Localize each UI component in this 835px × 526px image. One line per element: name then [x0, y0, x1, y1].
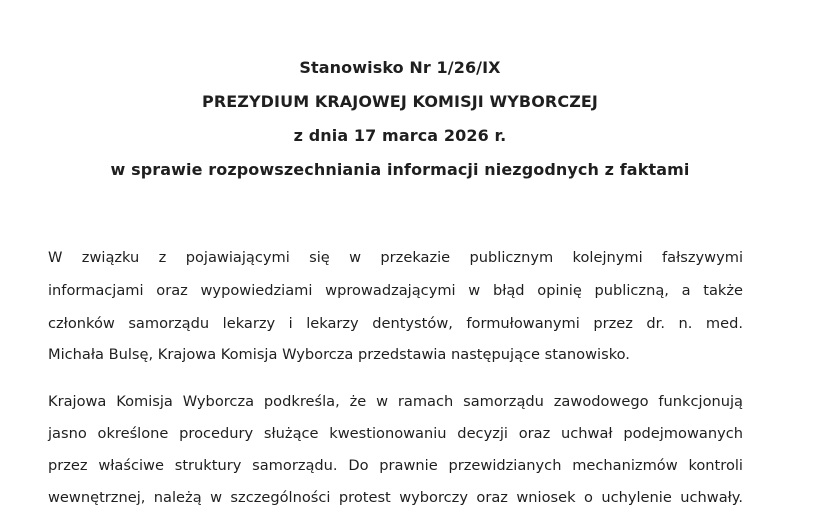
paragraph-line: W związku z pojawiającymi się w przekazie publicznym kolejnymi fałszywymi: [48, 249, 743, 266]
paragraph-line: Michała Bulsę, Krajowa Komisja Wyborcza przedstawia następujące stanowisko.: [48, 346, 630, 363]
document-subject: w sprawie rozpowszechniania informacji niezgodnych z faktami: [110, 160, 690, 179]
document-number: Stanowisko Nr 1/26/IX: [299, 58, 501, 77]
paragraph-line: jasno określone procedury służące kwestionowaniu decyzji oraz uchwał podejmowanych: [48, 425, 743, 442]
paragraph-line: Krajowa Komisja Wyborcza podkreśla, że w ramach samorządu zawodowego funkcjonują: [48, 393, 743, 410]
paragraph-line: członków samorządu lekarzy i lekarzy dentystów, formułowanymi przez dr. n. med.: [48, 315, 743, 332]
paragraph-line: wewnętrznej, należą w szczególności protest wyborczy oraz wniosek o uchylenie uchwały.: [48, 489, 743, 506]
issuing-body: PREZYDIUM KRAJOWEJ KOMISJI WYBORCZEJ: [202, 92, 598, 111]
document-date: z dnia 17 marca 2026 r.: [293, 126, 507, 145]
paragraph-line: przez właściwe struktury samorządu. Do prawnie przewidzianych mechanizmów kontroli: [48, 457, 743, 474]
paragraph-line: informacjami oraz wypowiedziami wprowadzającymi w błąd opinię publiczną, a także: [48, 282, 743, 299]
